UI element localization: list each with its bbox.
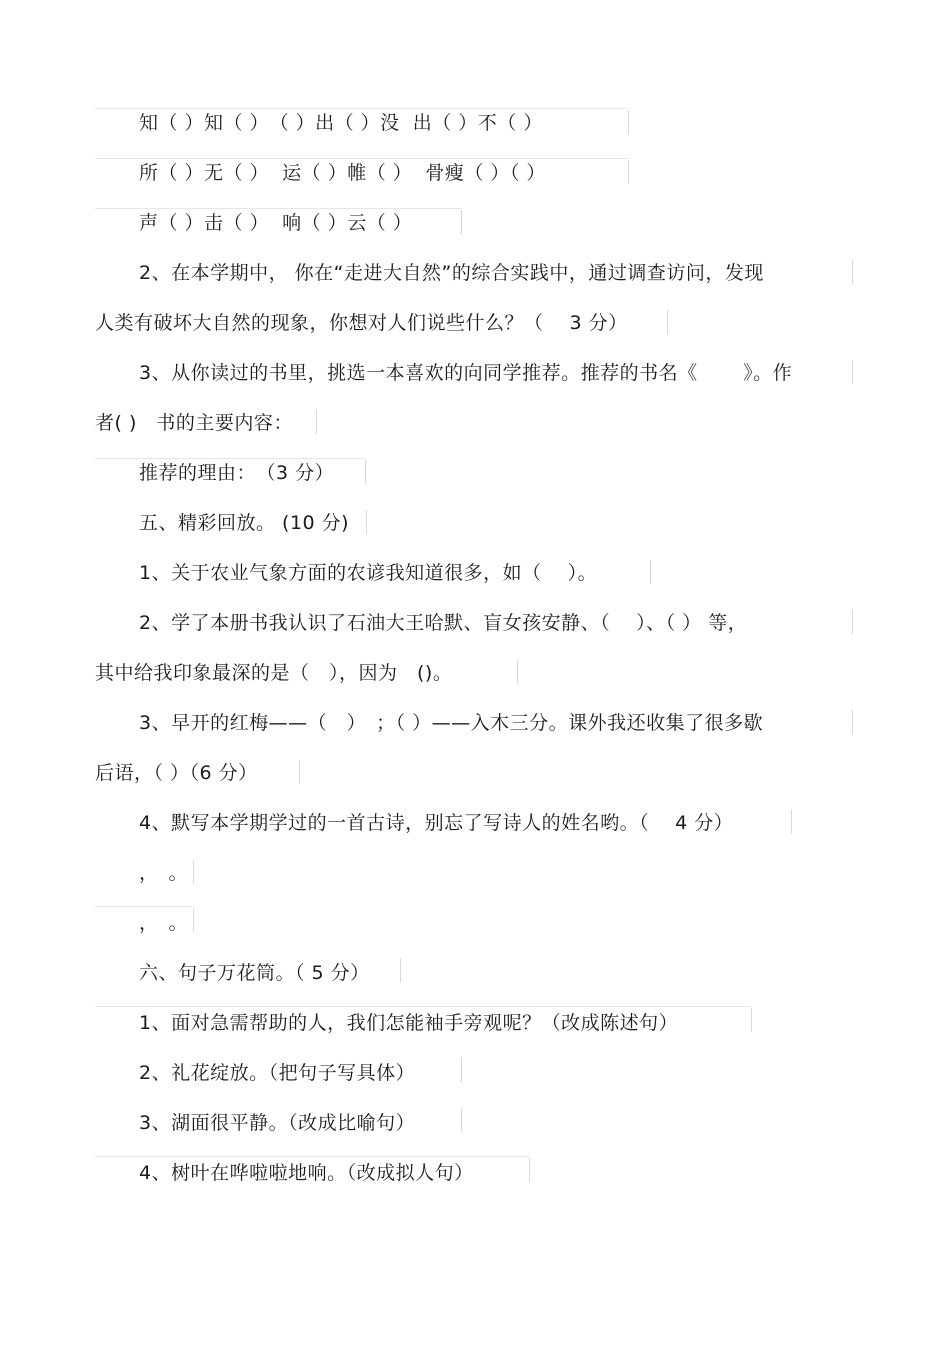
section-6-q1: 1、面对急需帮助的人，我们怎能袖手旁观呢？（改成陈述句）	[139, 1012, 679, 1034]
poem-blank-line-1: ， 。	[139, 862, 189, 884]
idiom-row-3: 声（ ）击（ ） 响（ ）云（ ）	[139, 212, 413, 234]
section-5-q3-line-1: 3、早开的红梅——（ ） ；（ ）——入木三分。课外我还收集了很多歇	[139, 712, 764, 734]
section-6-q3: 3、湖面很平静。（改成比喻句）	[139, 1112, 416, 1134]
question-2-line-1: 2、在本学期中， 你在“走进大自然”的综合实践中，通过调查访问，发现	[139, 262, 764, 284]
question-3-line-1: 3、从你读过的书里，挑选一本喜欢的向同学推荐。推荐的书名《 》。作	[139, 362, 793, 384]
idiom-row-2: 所（ ）无（ ） 运（ ）帷（ ） 骨瘦（ ）（ ）	[139, 162, 546, 184]
section-5-heading: 五、精彩回放。 (10 分)	[139, 512, 350, 534]
poem-blank-line-2: ， 。	[139, 912, 189, 934]
section-6-heading: 六、句子万花筒。（ 5 分）	[139, 962, 370, 984]
question-3-line-3: 推荐的理由： （3 分）	[139, 462, 335, 484]
section-5-q2-line-1: 2、学了本册书我认识了石油大王哈默、盲女孩安静、（ ）、（ ） 等，	[139, 612, 748, 634]
section-6-q4: 4、树叶在哗啦啦地响。（改成拟人句）	[139, 1162, 474, 1184]
section-5-q3-line-2: 后语，（ ）（6 分）	[95, 762, 258, 784]
section-5-q2-line-2: 其中给我印象最深的是（ ），因为 ()。	[95, 662, 453, 684]
question-2-line-2: 人类有破坏大自然的现象，你想对人们说些什么？（ 3 分）	[95, 312, 628, 334]
idiom-row-1: 知（ ）知（ ） （ ）出（ ）没 出（ ）不（ ）	[139, 112, 543, 134]
section-5-q1: 1、关于农业气象方面的农谚我知道很多，如（ ）。	[139, 562, 598, 584]
section-5-q4: 4、默写本学期学过的一首古诗，别忘了写诗人的姓名哟。（ 4 分）	[139, 812, 734, 834]
question-3-line-2: 者( ) 书的主要内容：	[95, 412, 293, 434]
section-6-q2: 2、礼花绽放。（把句子写具体）	[139, 1062, 416, 1084]
